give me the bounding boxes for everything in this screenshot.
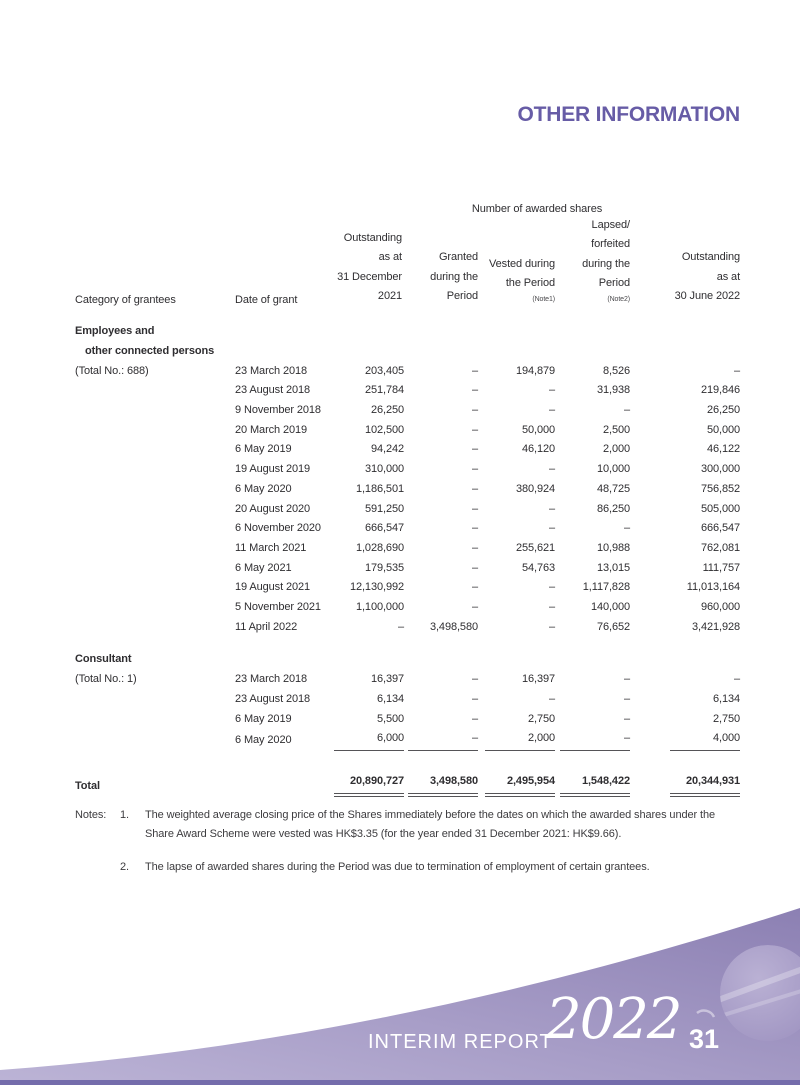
value-cell: 2,495,954 — [478, 772, 555, 797]
value-cell: 5,500 — [376, 712, 404, 725]
category-cell — [75, 751, 235, 772]
value-cell: 2,750 — [713, 712, 741, 725]
note-number: 2. — [120, 861, 129, 873]
value-cell: – — [471, 482, 478, 495]
value-cell: 6,000 — [334, 729, 402, 751]
note-text: The weighted average closing price of the Shares immediately before the dates on which the awarded shares under the Share Award Scheme were vested was HK$3.35 (for the year ended 31 December 2021: HK$9.66). — [145, 809, 716, 840]
category-cell: (Total No.: 1) — [75, 673, 137, 686]
value-cell: 10,988 — [596, 541, 630, 554]
value-cell — [478, 342, 555, 362]
value-cell — [555, 637, 630, 650]
value-cell: 16,397 — [521, 673, 555, 686]
value-cell: – — [471, 541, 478, 554]
value-cell: 2,000 — [478, 729, 555, 751]
value-cell: 6,134 — [376, 692, 404, 705]
table-row — [75, 306, 740, 322]
value-cell: 6,134 — [713, 692, 741, 705]
col-header-lapsed-forfeited: Lapsed/ forfeited during the Period (Note2) — [555, 216, 630, 306]
value-cell — [555, 342, 630, 362]
note-item — [75, 858, 730, 877]
bottom-bar — [0, 1080, 800, 1085]
category-cell: (Total No.: 688) — [75, 364, 149, 377]
value-cell — [555, 751, 630, 772]
value-cell — [334, 751, 402, 772]
value-cell: 16,397 — [370, 673, 404, 686]
value-cell: – — [471, 423, 478, 436]
value-cell: – — [471, 502, 478, 515]
value-cell: 48,725 — [596, 482, 630, 495]
date-of-grant-cell: 20 August 2020 — [235, 502, 311, 515]
value-cell — [402, 650, 478, 670]
value-cell: 255,621 — [515, 541, 555, 554]
category-cell — [75, 690, 235, 710]
value-cell: 26,250 — [707, 404, 741, 416]
value-cell: 219,846 — [700, 384, 741, 397]
category-cell — [75, 421, 235, 441]
value-cell: – — [471, 404, 478, 416]
value-cell: 26,250 — [370, 404, 404, 416]
category-cell — [75, 381, 235, 401]
table-row — [75, 401, 740, 421]
category-cell: Employees and — [75, 325, 155, 338]
category-cell — [75, 306, 235, 322]
table-row — [75, 710, 740, 730]
category-cell — [75, 440, 235, 460]
value-cell: – — [548, 522, 555, 535]
date-of-grant-cell: 9 November 2018 — [235, 404, 321, 416]
category-cell — [75, 637, 235, 650]
table-row — [75, 480, 740, 500]
value-cell: – — [548, 404, 555, 416]
col-header-category: Category of grantees — [75, 294, 176, 307]
value-cell: – — [471, 522, 478, 535]
table-row — [75, 618, 740, 638]
table-row — [75, 322, 740, 342]
category-cell — [75, 598, 235, 618]
value-cell: 20,344,931 — [630, 772, 740, 797]
value-cell — [630, 342, 740, 362]
value-cell: 505,000 — [700, 502, 741, 515]
value-cell: 762,081 — [700, 541, 741, 554]
value-cell: 2,000 — [602, 443, 630, 456]
value-cell: – — [623, 712, 630, 725]
category-cell: other connected persons — [85, 344, 215, 357]
value-cell: 102,500 — [364, 423, 404, 436]
value-cell — [630, 751, 740, 772]
table-row — [75, 500, 740, 520]
value-cell: 3,421,928 — [692, 620, 741, 633]
value-cell — [334, 342, 402, 362]
value-cell: 3,498,580 — [402, 772, 478, 797]
date-of-grant-cell: 23 August 2018 — [235, 384, 311, 397]
group-header-number-of-awarded-shares: Number of awarded shares — [471, 203, 603, 215]
value-cell: 960,000 — [700, 601, 741, 614]
date-of-grant-cell — [235, 751, 334, 772]
category-cell — [75, 480, 235, 500]
table-row — [75, 440, 740, 460]
value-cell: 756,852 — [700, 482, 741, 495]
note2-reference: (Note2) — [607, 296, 630, 304]
date-of-grant-cell: 23 March 2018 — [235, 364, 308, 377]
value-cell: 1,117,828 — [582, 581, 630, 594]
value-cell — [334, 322, 402, 342]
table-row — [75, 421, 740, 441]
date-of-grant-cell: 6 May 2020 — [235, 734, 292, 747]
value-cell: 3,498,580 — [429, 620, 478, 633]
value-cell: – — [471, 443, 478, 456]
table-row — [75, 559, 740, 579]
value-cell: 300,000 — [700, 463, 741, 476]
value-cell: 50,000 — [707, 423, 741, 436]
value-cell: 1,100,000 — [355, 601, 404, 614]
value-cell: 31,938 — [596, 384, 630, 397]
value-cell: 251,784 — [364, 384, 404, 397]
value-cell: – — [623, 404, 630, 416]
date-of-grant-cell — [235, 322, 334, 342]
table-row — [75, 342, 740, 362]
table-row — [75, 650, 740, 670]
value-cell: 1,548,422 — [555, 772, 630, 797]
category-cell — [75, 519, 235, 539]
value-cell: – — [555, 729, 630, 751]
value-cell: 76,652 — [596, 620, 630, 633]
value-cell: – — [471, 384, 478, 397]
value-cell: – — [471, 673, 478, 686]
value-cell: 10,000 — [596, 463, 630, 476]
value-cell: – — [548, 502, 555, 515]
category-cell — [75, 401, 235, 421]
value-cell: 86,250 — [596, 502, 630, 515]
value-cell: – — [548, 692, 555, 705]
date-of-grant-cell: 11 March 2021 — [235, 541, 307, 554]
date-of-grant-cell: 6 May 2019 — [235, 712, 292, 725]
value-cell: 591,250 — [364, 502, 404, 515]
date-of-grant-cell — [235, 637, 334, 650]
value-cell: 1,186,501 — [355, 482, 404, 495]
value-cell: 194,879 — [515, 364, 555, 377]
date-of-grant-cell — [235, 772, 334, 797]
value-cell: 2,500 — [602, 423, 630, 436]
page-number: 31 — [689, 1024, 720, 1054]
page-title: OTHER INFORMATION — [517, 103, 740, 126]
value-cell: 666,547 — [364, 522, 404, 535]
date-of-grant-cell: 5 November 2021 — [235, 601, 321, 614]
table-row — [75, 772, 740, 797]
value-cell: – — [548, 384, 555, 397]
value-cell — [630, 637, 740, 650]
category-cell: Total — [75, 779, 100, 792]
value-cell — [334, 306, 402, 322]
note-text: The lapse of awarded shares during the Period was due to termination of employment of certain grantees. — [145, 861, 650, 873]
date-of-grant-cell: 19 August 2019 — [235, 463, 311, 476]
value-cell: – — [471, 692, 478, 705]
table-row — [75, 460, 740, 480]
awarded-shares-table — [75, 190, 740, 797]
value-cell — [630, 650, 740, 670]
value-cell — [630, 306, 740, 322]
value-cell: – — [623, 692, 630, 705]
value-cell: 111,757 — [702, 561, 741, 574]
date-of-grant-cell: 23 August 2018 — [235, 692, 311, 705]
category-cell — [75, 578, 235, 598]
value-cell — [402, 637, 478, 650]
table-body — [75, 306, 740, 796]
note-item — [75, 806, 730, 844]
value-cell: – — [471, 561, 478, 574]
value-cell — [402, 306, 478, 322]
value-cell: 666,547 — [700, 522, 741, 535]
value-cell: 46,120 — [521, 443, 555, 456]
value-cell: 380,924 — [515, 482, 555, 495]
category-cell — [75, 710, 235, 730]
col-header-vested: Vested during the Period (Note1) — [478, 216, 555, 306]
footer-wave — [0, 900, 800, 1085]
note-number: 1. — [120, 809, 129, 821]
value-cell: – — [397, 620, 404, 633]
value-cell — [555, 650, 630, 670]
category-cell — [75, 559, 235, 579]
value-cell: – — [402, 729, 478, 751]
table-row — [75, 598, 740, 618]
value-cell: – — [623, 522, 630, 535]
value-cell — [478, 306, 555, 322]
table-row — [75, 670, 740, 690]
value-cell — [402, 342, 478, 362]
report-year: 2022 — [546, 987, 681, 1052]
col-header-outstanding-jun-2022: Outstanding as at 30 June 2022 — [674, 251, 741, 302]
notes-label: Notes: — [75, 809, 107, 821]
value-cell — [402, 751, 478, 772]
date-of-grant-cell: 6 May 2020 — [235, 482, 292, 495]
value-cell: 12,130,992 — [349, 581, 404, 594]
value-cell: – — [471, 712, 478, 725]
value-cell: – — [471, 581, 478, 594]
value-cell — [334, 637, 402, 650]
value-cell: 50,000 — [521, 423, 555, 436]
table-header — [75, 190, 740, 306]
value-cell: – — [548, 620, 555, 633]
value-cell: – — [734, 364, 741, 377]
value-cell — [478, 637, 555, 650]
value-cell: 8,526 — [602, 364, 630, 377]
interim-report-label: INTERIM REPORT — [368, 1031, 553, 1053]
table-row — [75, 751, 740, 772]
value-cell: 2,750 — [527, 712, 555, 725]
value-cell: 310,000 — [364, 463, 404, 476]
value-cell: – — [471, 601, 478, 614]
value-cell: – — [623, 673, 630, 686]
category-cell — [75, 618, 235, 638]
value-cell: 11,013,164 — [686, 581, 741, 594]
value-cell: 54,763 — [521, 561, 555, 574]
value-cell: 203,405 — [364, 364, 404, 377]
category-cell — [75, 729, 235, 751]
date-of-grant-cell: 20 March 2019 — [235, 423, 308, 436]
value-cell — [478, 650, 555, 670]
value-cell: – — [471, 364, 478, 377]
value-cell: – — [734, 673, 741, 686]
value-cell: – — [548, 581, 555, 594]
date-of-grant-cell: 6 November 2020 — [235, 522, 321, 535]
value-cell: 46,122 — [707, 443, 741, 456]
col-header-outstanding-dec-2021: Outstanding as at 31 December 2021 — [337, 232, 402, 302]
col-header-date-of-grant: Date of grant — [235, 294, 298, 307]
value-cell — [334, 650, 402, 670]
col-header-granted: Granted during the Period — [430, 251, 478, 302]
date-of-grant-cell: 19 August 2021 — [235, 581, 311, 594]
value-cell: 140,000 — [590, 601, 630, 614]
table-row — [75, 519, 740, 539]
notes-section — [75, 806, 730, 891]
table-row — [75, 539, 740, 559]
value-cell: 94,242 — [370, 443, 404, 456]
group-header-row — [75, 190, 740, 216]
date-of-grant-cell: 6 May 2019 — [235, 443, 292, 456]
value-cell: 179,535 — [364, 561, 404, 574]
table-row — [75, 578, 740, 598]
date-of-grant-cell — [235, 306, 334, 322]
table-row — [75, 381, 740, 401]
value-cell — [555, 306, 630, 322]
value-cell: 1,028,690 — [355, 541, 404, 554]
category-cell: Consultant — [75, 653, 132, 666]
date-of-grant-cell — [235, 342, 334, 362]
table-row — [75, 729, 740, 751]
date-of-grant-cell — [235, 650, 334, 670]
value-cell — [478, 751, 555, 772]
value-cell — [555, 322, 630, 342]
column-header-row — [75, 216, 740, 306]
value-cell — [402, 322, 478, 342]
category-cell — [75, 500, 235, 520]
table-row — [75, 637, 740, 650]
date-of-grant-cell: 6 May 2021 — [235, 561, 292, 574]
value-cell — [478, 322, 555, 342]
category-cell — [75, 460, 235, 480]
category-cell — [75, 539, 235, 559]
note1-reference: (Note1) — [532, 296, 555, 304]
value-cell: – — [471, 463, 478, 476]
table-row — [75, 690, 740, 710]
value-cell: 4,000 — [630, 729, 740, 751]
date-of-grant-cell: 11 April 2022 — [235, 620, 298, 633]
group-header-spacer — [75, 190, 334, 216]
value-cell: – — [548, 463, 555, 476]
value-cell: 13,015 — [596, 561, 630, 574]
date-of-grant-cell: 23 March 2018 — [235, 673, 308, 686]
table-row — [75, 362, 740, 382]
value-cell — [630, 322, 740, 342]
value-cell: – — [548, 601, 555, 614]
value-cell: 20,890,727 — [334, 772, 402, 797]
